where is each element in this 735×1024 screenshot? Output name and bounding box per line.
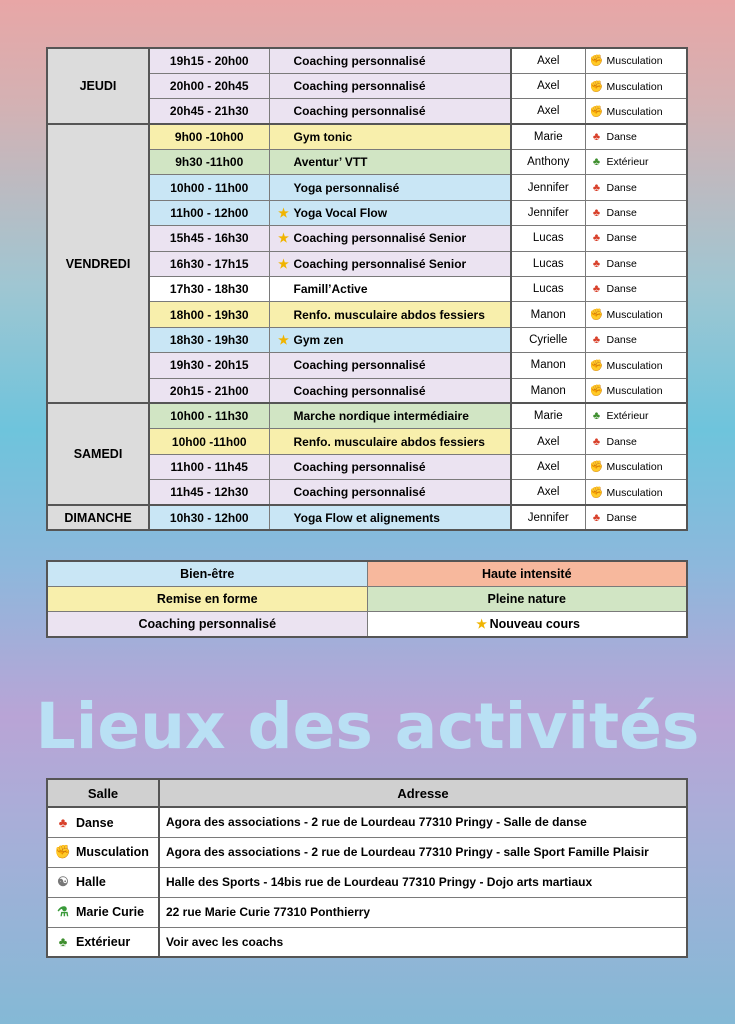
coach-cell: Jennifer [511, 175, 585, 200]
activity-cell [269, 200, 511, 225]
activity-cell [269, 124, 511, 149]
star-icon: ★ [476, 617, 487, 632]
dancer-icon: ♣ [592, 283, 601, 296]
room-name: Extérieur [606, 156, 649, 169]
coach-cell: Anthony [511, 150, 585, 175]
place-row [47, 807, 687, 837]
room-name: Danse [606, 181, 637, 194]
activity-name: Renfo. musculaire abdos fessiers [293, 307, 485, 322]
salle-cell [47, 897, 159, 927]
muscle-icon: ✊ [589, 105, 604, 118]
coach-cell: Axel [511, 48, 585, 73]
activity-cell [269, 454, 511, 479]
time-cell: 18h30 - 19h30 [149, 327, 269, 352]
schedule-table [46, 47, 688, 531]
place-row [47, 867, 687, 897]
time-cell: 10h00 - 11h00 [149, 175, 269, 200]
salle-name: Musculation [76, 845, 149, 859]
room-name: Danse [606, 207, 637, 220]
activity-name: Famill’Active [293, 282, 368, 297]
muscle-icon: ✊ [589, 309, 604, 322]
room-name: Musculation [606, 55, 663, 68]
dancer-icon: ♣ [592, 257, 601, 270]
activity-cell [269, 302, 511, 327]
legend-remise-en-forme: Remise en forme [47, 586, 367, 611]
salle-name: Extérieur [76, 935, 131, 950]
room-name: Danse [606, 435, 637, 448]
coach-cell: Jennifer [511, 505, 585, 530]
coach-cell: Jennifer [511, 200, 585, 225]
schedule-row [47, 505, 687, 530]
room-cell [585, 251, 687, 276]
schedule-row [47, 124, 687, 149]
day-label: DIMANCHE [47, 505, 149, 530]
activity-name: Coaching personnalisé [293, 53, 426, 68]
salle-name: Danse [76, 815, 114, 830]
adresse-cell: Agora des associations - 2 rue de Lourdeau 77310 Pringy - Salle de danse [159, 807, 687, 837]
salle-name: Marie Curie [76, 905, 145, 919]
room-name: Musculation [606, 461, 663, 474]
muscle-icon: ✊ [589, 461, 604, 474]
coach-cell: Manon [511, 353, 585, 378]
activity-name: Coaching personnalisé Senior [293, 256, 467, 271]
activity-name: Yoga personnalisé [293, 180, 400, 195]
coach-cell: Lucas [511, 226, 585, 251]
time-cell: 10h00 -11h00 [149, 429, 269, 454]
time-cell: 16h30 - 17h15 [149, 251, 269, 276]
coach-cell: Axel [511, 73, 585, 98]
activity-cell [269, 277, 511, 302]
dancer-icon: ♣ [592, 131, 601, 144]
room-cell [585, 403, 687, 428]
time-cell: 11h00 - 11h45 [149, 454, 269, 479]
room-cell [585, 175, 687, 200]
activity-cell [269, 429, 511, 454]
room-cell [585, 150, 687, 175]
adresse-cell: Voir avec les coachs [159, 927, 687, 957]
salle-cell [47, 837, 159, 867]
coach-cell: Manon [511, 302, 585, 327]
room-cell [585, 277, 687, 302]
room-cell [585, 302, 687, 327]
activity-cell [269, 150, 511, 175]
activity-cell [269, 48, 511, 73]
time-cell: 11h45 - 12h30 [149, 480, 269, 505]
places-table [46, 778, 688, 958]
tree-icon: ♣ [592, 410, 601, 423]
day-label: JEUDI [47, 48, 149, 124]
dancer-icon: ♣ [592, 333, 601, 346]
muscle-icon: ✊ [589, 359, 604, 372]
room-name: Musculation [606, 309, 663, 322]
room-cell [585, 378, 687, 403]
salle-cell [47, 927, 159, 957]
place-row [47, 897, 687, 927]
header-adresse: Adresse [159, 779, 687, 807]
activity-cell [269, 99, 511, 124]
room-name: Musculation [606, 486, 663, 499]
tree-icon: ♣ [58, 934, 68, 950]
coach-cell: Axel [511, 429, 585, 454]
activity-name: Coaching personnalisé [293, 358, 426, 373]
salle-cell [47, 807, 159, 837]
coach-cell: Manon [511, 378, 585, 403]
room-cell [585, 353, 687, 378]
time-cell: 20h00 - 20h45 [149, 73, 269, 98]
time-cell: 20h15 - 21h00 [149, 378, 269, 403]
room-name: Danse [606, 511, 637, 524]
activity-cell [269, 73, 511, 98]
room-name: Musculation [606, 359, 663, 372]
activity-name: Yoga Vocal Flow [293, 206, 388, 221]
time-cell: 19h15 - 20h00 [149, 48, 269, 73]
activity-name: Yoga Flow et alignements [293, 510, 440, 525]
activity-cell [269, 505, 511, 530]
activity-name: Marche nordique intermédiaire [293, 409, 469, 424]
room-cell [585, 73, 687, 98]
time-cell: 9h30 -11h00 [149, 150, 269, 175]
day-label: SAMEDI [47, 403, 149, 505]
salle-name: Halle [76, 875, 106, 889]
header-salle: Salle [47, 779, 159, 807]
room-name: Extérieur [606, 410, 649, 423]
coach-cell: Axel [511, 99, 585, 124]
activity-cell [269, 226, 511, 251]
coach-cell: Lucas [511, 277, 585, 302]
place-row [47, 837, 687, 867]
activity-cell [269, 353, 511, 378]
time-cell: 15h45 - 16h30 [149, 226, 269, 251]
legend-haute-intensite: Haute intensité [367, 561, 687, 586]
time-cell: 20h45 - 21h30 [149, 99, 269, 124]
activity-cell [269, 480, 511, 505]
star-icon: ★ [278, 231, 289, 246]
muscle-icon: ✊ [589, 80, 604, 93]
legend-nouveau-label: Nouveau cours [489, 617, 580, 632]
dancer-icon: ♣ [592, 511, 601, 524]
room-cell [585, 327, 687, 352]
schedule-row [47, 48, 687, 73]
star-icon: ★ [278, 256, 289, 271]
activity-name: Coaching personnalisé [293, 485, 426, 500]
tree-icon: ♣ [592, 156, 601, 169]
activity-name: Gym zen [293, 332, 344, 347]
places-title: Lieux des activités [35, 690, 700, 763]
activity-name: Gym tonic [293, 130, 353, 145]
coach-cell: Lucas [511, 251, 585, 276]
room-name: Musculation [606, 80, 663, 93]
dancer-icon: ♣ [58, 814, 68, 830]
activity-name: Aventur’ VTT [293, 155, 368, 170]
room-cell [585, 200, 687, 225]
activity-name: Renfo. musculaire abdos fessiers [293, 434, 485, 449]
coach-cell: Marie [511, 124, 585, 149]
dancer-icon: ♣ [592, 207, 601, 220]
adresse-cell: Halle des Sports - 14bis rue de Lourdeau 77310 Pringy - Dojo arts martiaux [159, 867, 687, 897]
star-icon: ★ [278, 332, 289, 347]
activity-name: Coaching personnalisé [293, 383, 426, 398]
muscle-icon: ✊ [589, 55, 604, 68]
room-name: Musculation [606, 105, 663, 118]
room-name: Danse [606, 131, 637, 144]
room-cell [585, 429, 687, 454]
activity-cell [269, 175, 511, 200]
legend-table [46, 560, 688, 638]
test-tube-icon: ⚗ [57, 904, 69, 919]
activity-cell [269, 378, 511, 403]
room-name: Danse [606, 232, 637, 245]
muscle-icon: ✊ [54, 844, 72, 859]
coach-cell: Marie [511, 403, 585, 428]
legend-bien-etre: Bien-être [47, 561, 367, 586]
coach-cell: Axel [511, 454, 585, 479]
coach-cell: Cyrielle [511, 327, 585, 352]
room-cell [585, 454, 687, 479]
dancer-icon: ♣ [592, 181, 601, 194]
time-cell: 11h00 - 12h00 [149, 200, 269, 225]
room-cell [585, 48, 687, 73]
time-cell: 10h30 - 12h00 [149, 505, 269, 530]
schedule-row [47, 403, 687, 428]
room-cell [585, 505, 687, 530]
time-cell: 10h00 - 11h30 [149, 403, 269, 428]
room-name: Danse [606, 257, 637, 270]
room-cell [585, 99, 687, 124]
adresse-cell: Agora des associations - 2 rue de Lourdeau 77310 Pringy - salle Sport Famille Plaisir [159, 837, 687, 867]
dancer-icon: ♣ [592, 232, 601, 245]
activity-name: Coaching personnalisé [293, 79, 426, 94]
legend-nouveau-cours [367, 612, 687, 637]
time-cell: 9h00 -10h00 [149, 124, 269, 149]
salle-cell [47, 867, 159, 897]
room-cell [585, 124, 687, 149]
adresse-cell: 22 rue Marie Curie 77310 Ponthierry [159, 897, 687, 927]
time-cell: 17h30 - 18h30 [149, 277, 269, 302]
muscle-icon: ✊ [589, 385, 604, 398]
star-icon: ★ [278, 206, 289, 221]
activity-cell [269, 327, 511, 352]
day-label: VENDREDI [47, 124, 149, 403]
room-cell [585, 480, 687, 505]
time-cell: 18h00 - 19h30 [149, 302, 269, 327]
legend-coaching: Coaching personnalisé [47, 612, 367, 637]
time-cell: 19h30 - 20h15 [149, 353, 269, 378]
activity-cell [269, 251, 511, 276]
activity-name: Coaching personnalisé Senior [293, 231, 467, 246]
legend-pleine-nature: Pleine nature [367, 586, 687, 611]
activity-cell [269, 403, 511, 428]
coach-cell: Axel [511, 480, 585, 505]
muscle-icon: ✊ [589, 486, 604, 499]
place-row [47, 927, 687, 957]
room-name: Danse [606, 333, 637, 346]
room-cell [585, 226, 687, 251]
room-name: Danse [606, 283, 637, 296]
activity-name: Coaching personnalisé [293, 459, 426, 474]
dancer-icon: ♣ [592, 435, 601, 448]
room-name: Musculation [606, 385, 663, 398]
activity-name: Coaching personnalisé [293, 104, 426, 119]
judo-icon: ☯ [57, 874, 69, 889]
